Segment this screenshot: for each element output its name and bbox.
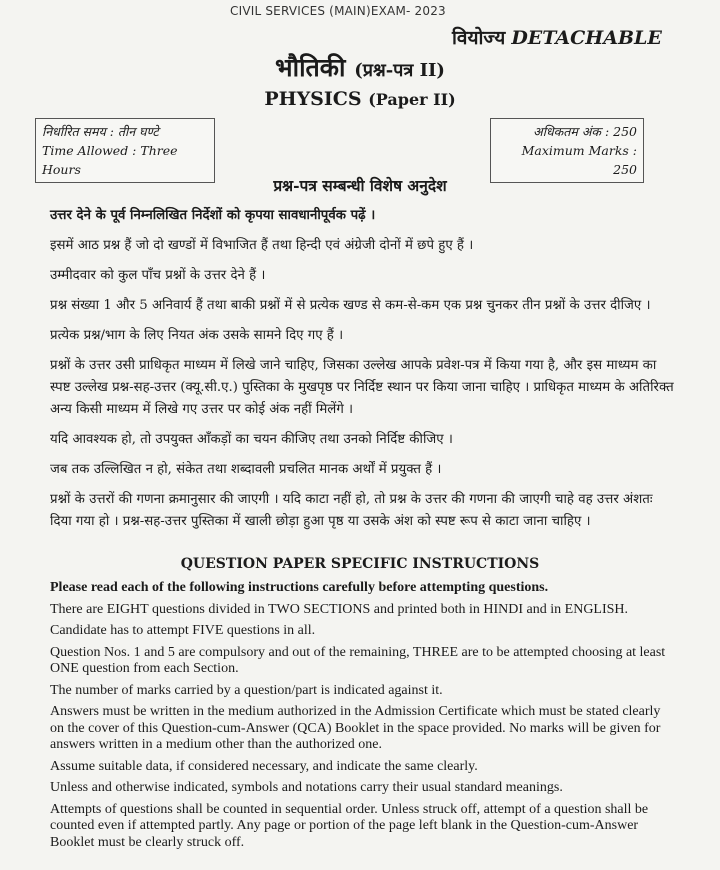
hindi-instruction-item: उम्मीदवार को कुल पाँच प्रश्नों के उत्तर देने हैं । <box>50 268 266 283</box>
detachable-english: DETACHABLE <box>511 27 662 49</box>
subject-hindi: भौतिकी <box>275 53 346 82</box>
time-hindi: निर्धारित समय : तीन घण्टे <box>42 124 159 139</box>
hindi-instruction-item: प्रश्नों के उत्तर उसी प्राधिकृत माध्यम में लिखे जाने चाहिए, जिसका उल्लेख आपके प्रवेश-पत्र में किया गया है, और इस माध्यम का स्पष्ट उल्लेख प्रश्न-सह-उत्तर (क्यू.सी.ए.) पुस्तिका के मुखपृष्ठ पर निर्दिष्ट स्थान पर किया जाना चाहिए । प्राधिकृत माध्यम के अतिरिक्त अन्य किसी माध्यम में लिखे गए उत्तर पर कोई अंक नहीं मिलेंगे । <box>50 358 674 417</box>
time-english: Time Allowed : Three Hours <box>42 143 178 177</box>
hindi-instruction-item: जब तक उल्लिखित न हो, संकेत तथा शब्दावली प्रचलित मानक अर्थों में प्रयुक्त हैं । <box>50 462 442 477</box>
hindi-instruction-item: प्रश्नों के उत्तरों की गणना क्रमानुसार की जाएगी । यदि काटा नहीं हो, तो प्रश्न के उत्तर की गणना की जाएगी चाहे वह उत्तर अंशतः दिया गया हो । प्रश्न-सह-उत्तर पुस्तिका में खाली छोड़ा हुआ पृष्ठ या उसके अंश को स्पष्ट रूप से काटा जाना चाहिए । <box>50 492 653 529</box>
english-instruction-item: Unless and otherwise indicated, symbols and notations carry their usual standard meanings. <box>50 780 563 795</box>
exam-header: CIVIL SERVICES (MAIN)EXAM- 2023 <box>230 4 446 18</box>
english-instruction-item: Candidate has to attempt FIVE questions in all. <box>50 623 316 638</box>
english-instructions <box>50 580 676 856</box>
detachable-hindi: वियोज्य <box>452 27 506 49</box>
hindi-instruction-item: प्रश्न संख्या 1 और 5 अनिवार्य हैं तथा बाकी प्रश्नों में से प्रत्येक खण्ड से कम-से-कम एक प्रश्न चुनकर तीन प्रश्नों के उत्तर दीजिए । <box>50 298 651 313</box>
hindi-instructions-heading: प्रश्न-पत्र सम्बन्धी विशेष अनुदेश <box>273 176 447 195</box>
subject-english: PHYSICS <box>264 88 362 110</box>
english-instruction-item: Attempts of questions shall be counted in sequential order. Unless struck off, attempt of a question shall be counted even if attempted partly. Any page or portion of the page left blank in the Question-cum-Answer Booklet must be clearly struck off. <box>50 801 649 850</box>
subject-title-english <box>0 88 720 110</box>
hindi-instruction-item: यदि आवश्यक हो, तो उपयुक्त आँकड़ों का चयन कीजिए तथा उनको निर्दिष्ट कीजिए । <box>50 432 453 447</box>
english-instructions-heading: QUESTION PAPER SPECIFIC INSTRUCTIONS <box>180 556 540 572</box>
english-instruction-item: Answers must be written in the medium authorized in the Admission Certificate which must be stated clearly on the cover of this Question-cum-Answer (QCA) Booklet in the space provided. No marks will be given for answers written in a medium other than the authorized one. <box>50 704 661 752</box>
hindi-instruction-item: इसमें आठ प्रश्न हैं जो दो खण्डों में विभाजित हैं तथा हिन्दी एवं अंग्रेजी दोनों में छपे हुए हैं । <box>50 238 474 253</box>
english-instruction-item: There are EIGHT questions divided in TWO SECTIONS and printed both in HINDI and in ENGLISH. <box>50 601 629 617</box>
paper-english: (Paper II) <box>368 90 456 109</box>
detachable-label <box>452 24 662 50</box>
hindi-instruction-item: प्रत्येक प्रश्न/भाग के लिए नियत अंक उसके सामने दिए गए हैं । <box>50 328 344 343</box>
marks-english: Maximum Marks : 250 <box>521 143 637 177</box>
marks-hindi: अधिकतम अंक : 250 <box>533 124 637 139</box>
paper-hindi: (प्रश्न-पत्र II) <box>354 60 445 81</box>
english-instruction-item: The number of marks carried by a question/part is indicated against it. <box>50 682 443 698</box>
english-instruction-item: Question Nos. 1 and 5 are compulsory and out of the remaining, THREE are to be attempted choosing at least ONE question from each Section. <box>50 644 666 676</box>
hindi-lead: उत्तर देने के पूर्व निम्नलिखित निर्देशों को कृपया सावधानीपूर्वक पढ़ें । <box>50 208 376 223</box>
hindi-instructions <box>50 205 674 541</box>
english-lead: Please read each of the following instructions carefully before attempting questions. <box>50 580 549 595</box>
english-instruction-item: Assume suitable data, if considered necessary, and indicate the same clearly. <box>50 758 478 774</box>
subject-title-hindi <box>0 50 720 84</box>
